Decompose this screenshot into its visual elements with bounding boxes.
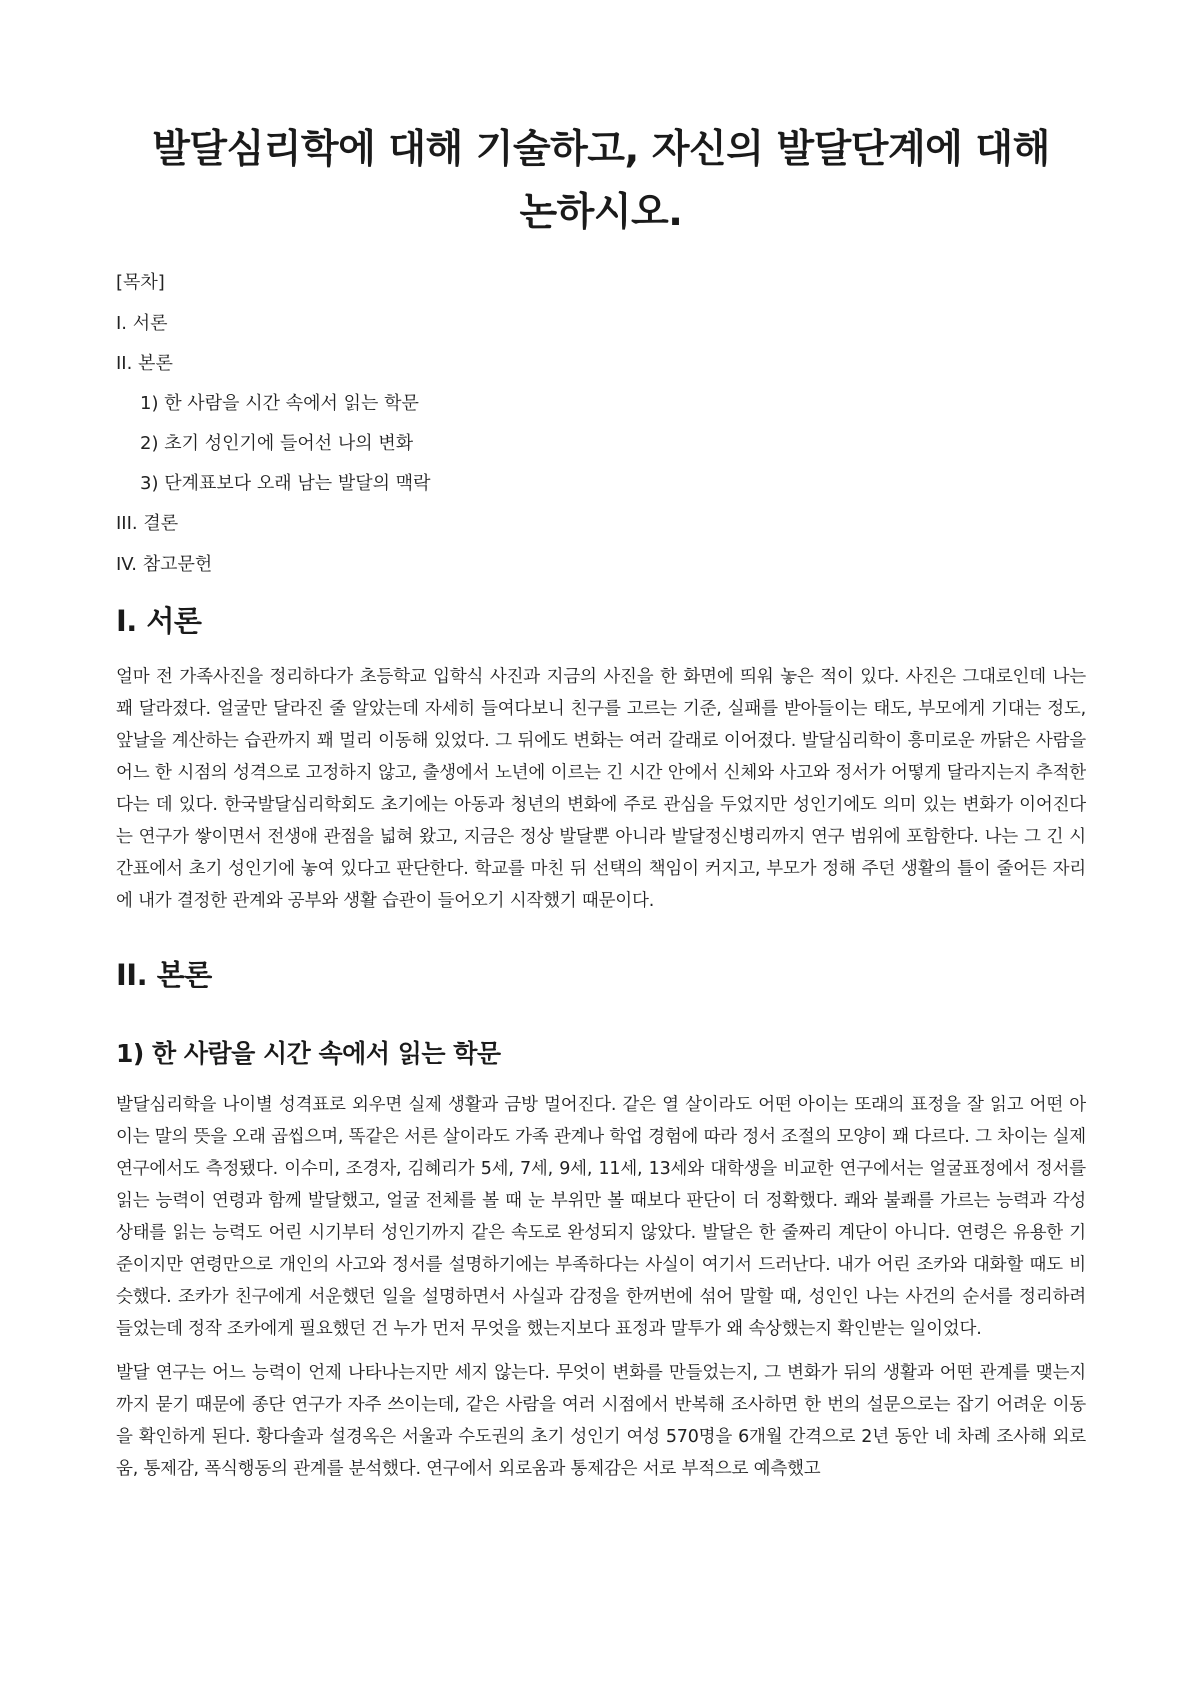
toc-item: I. 서론	[116, 312, 168, 334]
toc-item: IV. 참고문헌	[116, 553, 213, 575]
intro-heading: I. 서론	[116, 603, 202, 638]
toc-item: II. 본론	[116, 352, 173, 374]
body-heading: II. 본론	[116, 957, 212, 992]
section1-heading: 1) 한 사람을 시간 속에서 읽는 학문	[116, 1039, 501, 1069]
toc-subitem: 3) 단계표보다 오래 남는 발달의 맥락	[140, 473, 431, 495]
toc-heading: [목차]	[116, 272, 165, 294]
table-of-contents	[116, 270, 1086, 577]
toc-subitem: 1) 한 사람을 시간 속에서 읽는 학문	[140, 392, 419, 414]
toc-item: III. 결론	[116, 513, 179, 535]
body-section	[116, 957, 1086, 1485]
intro-section	[116, 603, 1086, 917]
intro-paragraph: 얼마 전 가족사진을 정리하다가 초등학교 입학식 사진과 지금의 사진을 한 화면에 띄워 놓은 적이 있다. 사진은 그대로인데 나는 꽤 달라졌다. 얼굴만 달라진 줄 알았는데 자세히 들여다보니 친구를 고르는 기준, 실패를 받아들이는 태도, 부모에게 기대는 정도, 앞날을 계산하는 습관까지 꽤 멀리 이동해 있었다. 그 뒤에도 변화는 여러 갈래로 이어졌다. 발달심리학이 흥미로운 까닭은 사람을 어느 한 시점의 성격으로 고정하지 않고, 출생에서 노년에 이르는 긴 시간 안에서 신체와 사고와 정서가 어떻게 달라지는지 추적한다는 데 있다. 한국발달심리학회도 초기에는 아동과 청년의 변화에 주로 관심을 두었지만 성인기에도 의미 있는 변화가 이어진다는 연구가 쌓이면서 전생애 관점을 넓혀 왔고, 지금은 정상 발달뿐 아니라 발달정신병리까지 연구 범위에 포함한다. 나는 그 긴 시간표에서 초기 성인기에 놓여 있다고 판단한다. 학교를 마친 뒤 선택의 책임이 커지고, 부모가 정해 주던 생활의 틀이 줄어든 자리에 내가 결정한 관계와 공부와 생활 습관이 들어오기 시작했기 때문이다.	[116, 666, 1086, 911]
section1-paragraph: 발달심리학을 나이별 성격표로 외우면 실제 생활과 금방 멀어진다. 같은 열 살이라도 어떤 아이는 또래의 표정을 잘 읽고 어떤 아이는 말의 뜻을 오래 곱씹으며, 똑같은 서른 살이라도 가족 관계나 학업 경험에 따라 정서 조절의 모양이 꽤 다르다. 그 차이는 실제 연구에서도 측정됐다. 이수미, 조경자, 김혜리가 5세, 7세, 9세, 11세, 13세와 대학생을 비교한 연구에서는 얼굴표정에서 정서를 읽는 능력이 연령과 함께 발달했고, 얼굴 전체를 볼 때 눈 부위만 볼 때보다 판단이 더 정확했다. 쾌와 불쾌를 가르는 능력과 각성 상태를 읽는 능력도 어린 시기부터 성인기까지 같은 속도로 완성되지 않았다. 발달은 한 줄짜리 계단이 아니다. 연령은 유용한 기준이지만 연령만으로 개인의 사고와 정서를 설명하기에는 부족하다는 사실이 여기서 드러난다. 내가 어린 조카와 대화할 때도 비슷했다. 조카가 친구에게 서운했던 일을 설명하면서 사실과 감정을 한꺼번에 섞어 말할 때, 성인인 나는 사건의 순서를 정리하려 들었는데 정작 조카에게 필요했던 건 누가 먼저 무엇을 했는지보다 표정과 말투가 왜 속상했는지 확인받는 일이었다.	[116, 1094, 1086, 1339]
toc-subitem: 2) 초기 성인기에 들어선 나의 변화	[140, 433, 414, 455]
section1-paragraph: 발달 연구는 어느 능력이 언제 나타나는지만 세지 않는다. 무엇이 변화를 만들었는지, 그 변화가 뒤의 생활과 어떤 관계를 맺는지까지 묻기 때문에 종단 연구가 자주 쓰이는데, 같은 사람을 여러 시점에서 반복해 조사하면 한 번의 설문으로는 잡기 어려운 이동을 확인하게 된다. 황다솔과 설경옥은 서울과 수도권의 초기 성인기 여성 570명을 6개월 간격으로 2년 동안 네 차례 조사해 외로움, 통제감, 폭식행동의 관계를 분석했다. 연구에서 외로움과 통제감은 서로 부적으로 예측했고	[116, 1362, 1086, 1480]
document-title: 발달심리학에 대해 기술하고, 자신의 발달단계에 대해 논하시오.	[152, 127, 1050, 236]
